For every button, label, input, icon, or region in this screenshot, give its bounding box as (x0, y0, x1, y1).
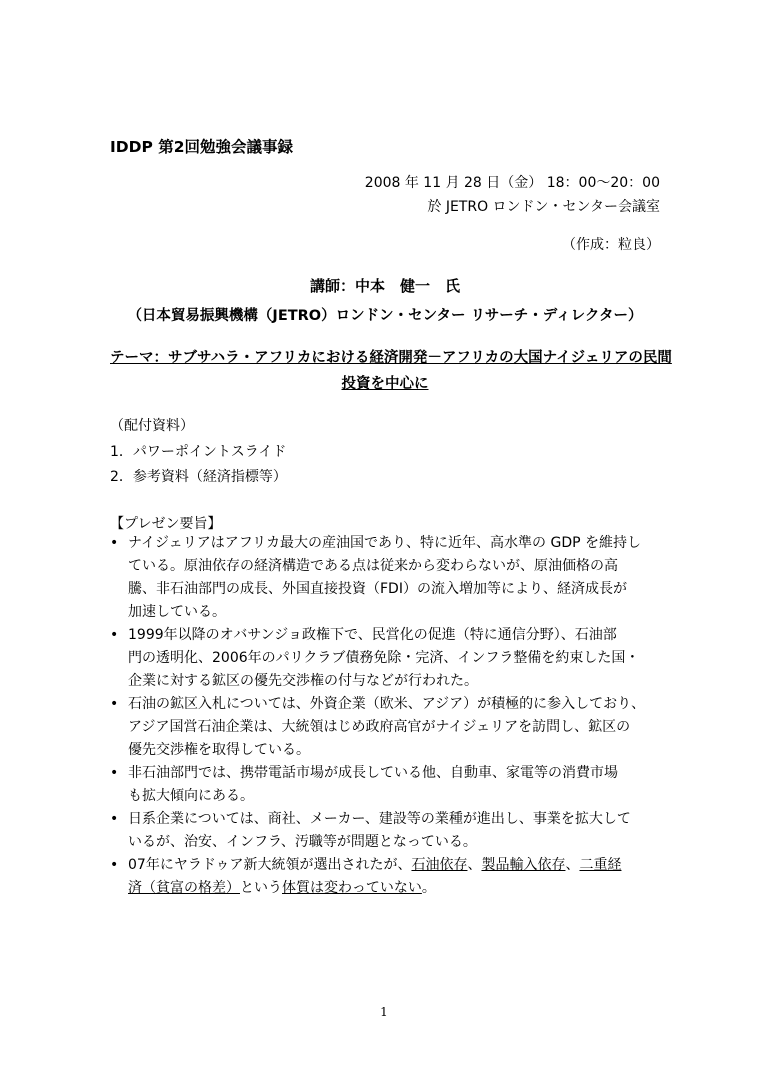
underlined-term: 体質は変わっていない (282, 880, 422, 896)
bullet-line: 門の透明化、2006年のパリクラブ債務免除・完済、インフラ整備を約束した国・ (128, 650, 640, 666)
page-number: 1 (380, 1005, 388, 1019)
bullet-item (110, 808, 670, 854)
text-segment: という (240, 880, 282, 896)
summary-bullet-list (110, 532, 670, 900)
bullet-line: 企業に対する鉱区の優先交渉権の付与などが行われた。 (128, 673, 478, 689)
bullet-line: • 日系企業については、商社、メーカー、建設等の業種が進出し、事業を拡大して (128, 811, 631, 827)
text-segment: 、 (467, 857, 482, 873)
theme-line-1: テーマ：サブサハラ・アフリカにおける経済開発－アフリカの大国ナイジェリアの民間 (110, 350, 672, 366)
materials-heading: （配付資料） (110, 418, 194, 434)
bullet-item (110, 624, 670, 693)
bullet-line: 優先交渉権を取得している。 (128, 742, 310, 758)
bullet-line: • ナイジェリアはアフリカ最大の産油国であり、特に近年、高水準の GDP を維持し (128, 535, 642, 551)
bullet-item (110, 762, 670, 808)
bullet-line: 加速している。 (128, 604, 226, 620)
bullet-line: • 石油の鉱区入札については、外資企業（欧米、アジア）が積極的に参入しており、 (128, 696, 646, 712)
underlined-term: 石油依存 (411, 857, 468, 873)
bullet-line (128, 854, 670, 877)
bullet-item (110, 532, 670, 624)
bullet-line: • 非石油部門では、携帯電話市場が成長している他、自動車、家電等の消費市場 (128, 765, 618, 781)
bullet-item-last (110, 854, 670, 900)
underlined-term: 二重経 (579, 857, 622, 873)
material-item-1: 1．パワーポイントスライド (110, 444, 287, 460)
text-segment: 。 (421, 880, 436, 896)
bullet-line: も拡大傾向にある。 (128, 788, 254, 804)
speaker-affiliation: （日本貿易振興機構（JETRO）ロンドン・センター リサーチ・ディレクター） (127, 308, 643, 324)
theme-line-2 (110, 372, 660, 393)
underlined-term: 済（貧富の格差） (128, 880, 240, 896)
bullet-line: いるが、治安、インフラ、汚職等が問題となっている。 (128, 834, 477, 850)
bullet-line: ている。原油依存の経済構造である点は従来から変わらないが、原油価格の高 (128, 558, 618, 574)
bullet-item (110, 693, 670, 762)
bullet-line (128, 877, 670, 900)
minutes-author: （作成：粒良） (562, 237, 660, 253)
text-segment: 07年にヤラドゥア新大統領が選出されたが、 (128, 857, 412, 873)
theme-line-2-text: 投資を中心に (341, 376, 429, 392)
bullet-line: アジア国営石油企業は、大統領はじめ政府高官がナイジェリアを訪問し、鉱区の (128, 719, 631, 735)
bullet-line: • 1999年以降のオバサンジョ政権下で、民営化の促進（特に通信分野）、石油部 (128, 627, 617, 643)
speaker-name: 講師：中本 健一 氏 (309, 277, 460, 295)
summary-heading: 【プレゼン要旨】 (110, 516, 222, 532)
underlined-term: 製品輸入依存 (481, 857, 566, 873)
bullet-line: 騰、非石油部門の成長、外国直接投資（FDI）の流入増加等により、経済成長が (128, 581, 627, 597)
meeting-date: 2008 年 11 月 28 日（金） 18：00〜20：00 (364, 175, 660, 191)
material-item-2: 2．参考資料（経済指標等） (110, 469, 287, 485)
meeting-venue: 於 JETRO ロンドン・センター会議室 (427, 199, 660, 215)
doc-title: IDDP 第2回勉強会議事録 (110, 138, 294, 156)
text-segment: 、 (565, 857, 580, 873)
